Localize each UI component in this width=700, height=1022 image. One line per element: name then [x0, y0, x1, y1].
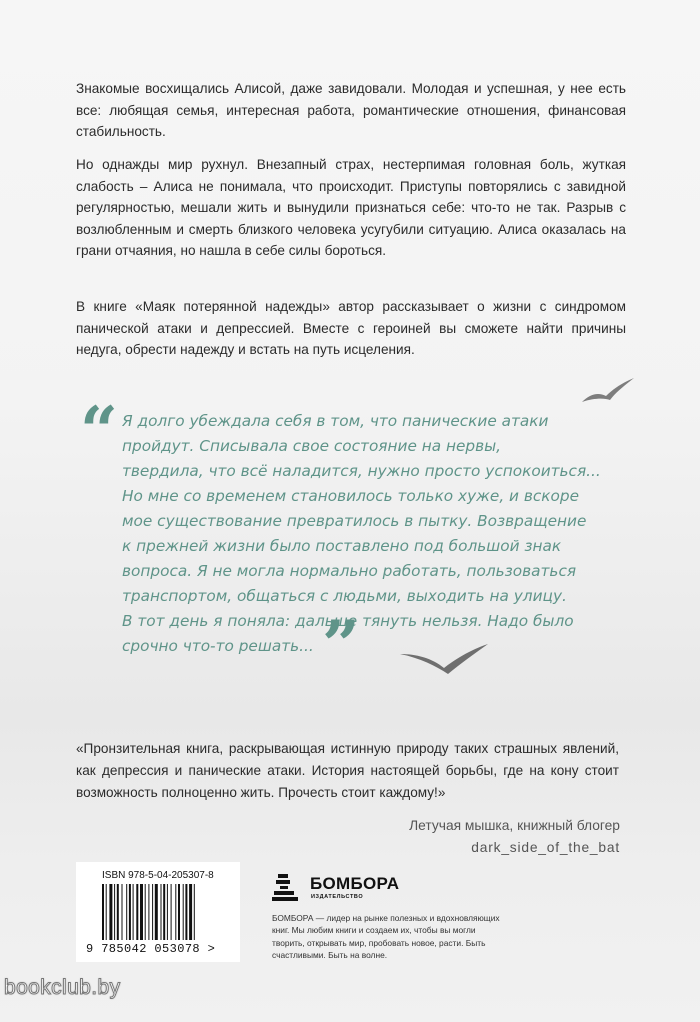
quote-line: к прежней жизни было поставлено под большой знак [122, 537, 562, 555]
quote-line: пройдут. Списывала свое состояние на нервы, [122, 437, 502, 455]
blurb-quote: «Пронзительная книга, раскрывающая истинную природу таких страшных явлений, как депрессия и панические атаки. История настоящей борьбы, где на кону стоит возможность полноценно жить. Прочесть стоит каждому!» [76, 741, 619, 800]
quote-line: В тот день я поняла: дальше тянуть нельзя. Надо было [122, 612, 574, 630]
quote-line: вопроса. Я не могла нормально работать, пользоваться [122, 562, 577, 580]
blurb-author: Летучая мышка, книжный блогер [409, 818, 620, 833]
quote-open-mark: “ [80, 392, 118, 470]
barcode [76, 862, 240, 962]
barcode-number: 9 785042 053078 > [86, 942, 216, 956]
watermark: bookclub.by [4, 976, 121, 999]
seagull-icon [398, 640, 490, 676]
publisher-subtitle: ИЗДАТЕЛЬСТВО [311, 894, 364, 900]
quote-line: срочно что-то решать... [122, 637, 314, 655]
publisher-name: БОМБОРА [310, 874, 400, 893]
quote-line: транспортом, общаться с людьми, выходить на улицу. [122, 587, 567, 605]
isbn-label: ISBN 978-5-04-205307-8 [102, 870, 214, 881]
description-paragraph-2: Но однажды мир рухнул. Внезапный страх, нестерпимая головная боль, жуткая слабость – Алиса не понимала, что происходит. Приступы повторялись с завидной регулярностью, мешали жить и вынудили признаться себе: что-то не так. Разрыв с возлюбленным и смерть близкого человека усугубили ситуацию. Алиса оказалась на грани отчаяния, но нашла в себе силы бороться. [76, 157, 626, 259]
description-paragraph-1: Знакомые восхищались Алисой, даже завидовали. Молодая и успешная, у нее есть все: любящая семья, интересная работа, романтические отношения, финансовая стабильность. [76, 81, 626, 140]
bombora-logo-icon [272, 872, 312, 902]
seagull-icon [580, 376, 636, 406]
quote-line: Но мне со временем становилось только хуже, и вскоре [122, 487, 580, 505]
quote-line: мое существование превратилось в пытку. Возвращение [122, 512, 587, 530]
quote-line: Я долго убеждала себя в том, что панические атаки [122, 412, 549, 430]
description-paragraph-3: В книге «Маяк потерянной надежды» автор рассказывает о жизни с синдромом панической атаки и депрессией. Вместе с героиней вы сможете найти причины недуга, обрести надежду и встать на путь исцеления. [76, 299, 626, 358]
publisher-description: БОМБОРА — лидер на рынке полезных и вдохновляющих книг. Мы любим книги и создаем их, чтобы вы могли творить, открывать мир, пробовать новое, расти. Быть счастливыми. Быть на волне. [272, 913, 500, 961]
quote-line: твердила, что всё наладится, нужно просто успокоиться... [122, 462, 601, 480]
quote-close-mark: ” [322, 606, 360, 684]
barcode-bars [102, 884, 214, 942]
blurb-handle: dark_side_of_the_bat [471, 840, 620, 855]
